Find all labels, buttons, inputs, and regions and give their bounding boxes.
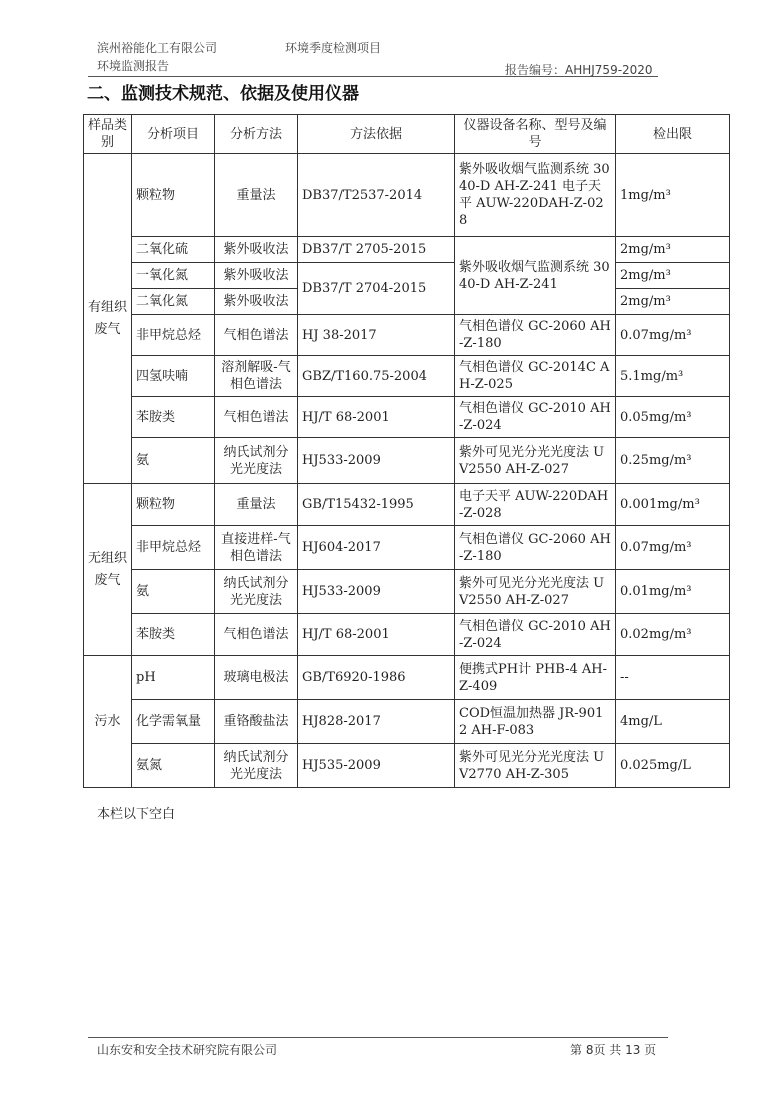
limit-cell: -- xyxy=(616,656,730,700)
table-row xyxy=(84,237,730,263)
item-cell: 氨氮 xyxy=(132,744,215,788)
item-cell: 颗粒物 xyxy=(132,484,215,526)
item-cell: 一氧化氮 xyxy=(132,263,215,289)
basis-cell: HJ533-2009 xyxy=(298,570,455,614)
basis-cell: HJ 38-2017 xyxy=(298,315,455,356)
limit-cell: 0.05mg/m³ xyxy=(616,397,730,438)
footer-divider xyxy=(88,1037,668,1038)
method-cell: 气相色谱法 xyxy=(215,614,298,656)
category-cell: 有组织废气 xyxy=(84,154,132,484)
basis-cell: GB/T6920-1986 xyxy=(298,656,455,700)
item-cell: 非甲烷总烃 xyxy=(132,526,215,570)
section-title: 二、监测技术规范、依据及使用仪器 xyxy=(87,84,359,104)
item-cell: 二氧化硫 xyxy=(132,237,215,263)
basis-cell: GB/T15432-1995 xyxy=(298,484,455,526)
limit-cell: 2mg/m³ xyxy=(616,289,730,315)
instrument-cell: 紫外吸收烟气监测系统 3040-D AH-Z-241 电子天平 AUW-220DAH-Z-028 xyxy=(455,154,616,237)
basis-cell: DB37/T 2705-2015 xyxy=(298,237,455,263)
header-project: 环境季度检测项目 xyxy=(285,41,382,55)
method-cell: 紫外吸收法 xyxy=(215,237,298,263)
header-report-number: 报告编号：AHHJ759-2020 xyxy=(505,63,653,77)
blank-below-note: 本栏以下空白 xyxy=(97,807,176,822)
limit-cell: 5.1mg/m³ xyxy=(616,356,730,397)
table-row xyxy=(84,356,730,397)
method-cell: 紫外吸收法 xyxy=(215,289,298,315)
limit-cell: 2mg/m³ xyxy=(616,263,730,289)
method-cell: 重量法 xyxy=(215,484,298,526)
method-cell: 重铬酸盐法 xyxy=(215,700,298,744)
instrument-cell: 气相色谱仪 GC-2060 AH-Z-180 xyxy=(455,526,616,570)
instrument-cell: 气相色谱仪 GC-2010 AH-Z-024 xyxy=(455,397,616,438)
basis-cell: DB37/T2537-2014 xyxy=(298,154,455,237)
method-cell: 气相色谱法 xyxy=(215,397,298,438)
footer-page-number: 第 8页 共 13 页 xyxy=(570,1043,657,1057)
method-cell: 气相色谱法 xyxy=(215,315,298,356)
item-cell: 化学需氧量 xyxy=(132,700,215,744)
instrument-cell: 紫外吸收烟气监测系统 3040-D AH-Z-241 xyxy=(455,237,616,315)
basis-cell: GBZ/T160.75-2004 xyxy=(298,356,455,397)
header-analysis-item: 分析项目 xyxy=(132,115,215,154)
instrument-cell: 便携式PH计 PHB-4 AH-Z-409 xyxy=(455,656,616,700)
table-row xyxy=(84,744,730,788)
footer-organization: 山东安和安全技术研究院有限公司 xyxy=(97,1043,278,1057)
item-cell: 氨 xyxy=(132,438,215,484)
table-row xyxy=(84,656,730,700)
header-detection-limit: 检出限 xyxy=(616,115,730,154)
basis-cell: HJ828-2017 xyxy=(298,700,455,744)
header-company: 滨州裕能化工有限公司 xyxy=(97,41,218,55)
instrument-cell: 紫外可见光分光光度法 UV2550 AH-Z-027 xyxy=(455,570,616,614)
table-header-row xyxy=(84,115,730,154)
header-instrument: 仪器设备名称、型号及编号 xyxy=(455,115,616,154)
item-cell: 颗粒物 xyxy=(132,154,215,237)
basis-cell: HJ/T 68-2001 xyxy=(298,614,455,656)
header-divider xyxy=(88,76,658,77)
item-cell: 四氢呋喃 xyxy=(132,356,215,397)
basis-cell: HJ/T 68-2001 xyxy=(298,397,455,438)
limit-cell: 0.25mg/m³ xyxy=(616,438,730,484)
item-cell: 非甲烷总烃 xyxy=(132,315,215,356)
limit-cell: 2mg/m³ xyxy=(616,237,730,263)
basis-cell: HJ533-2009 xyxy=(298,438,455,484)
header-method-basis: 方法依据 xyxy=(298,115,455,154)
method-cell: 紫外吸收法 xyxy=(215,263,298,289)
item-cell: pH xyxy=(132,656,215,700)
header-sample-type: 样品类别 xyxy=(84,115,132,154)
limit-cell: 0.001mg/m³ xyxy=(616,484,730,526)
basis-cell: DB37/T 2704-2015 xyxy=(298,263,455,315)
table-row xyxy=(84,526,730,570)
method-cell: 重量法 xyxy=(215,154,298,237)
limit-cell: 0.07mg/m³ xyxy=(616,526,730,570)
table-row xyxy=(84,484,730,526)
limit-cell: 0.025mg/L xyxy=(616,744,730,788)
limit-cell: 1mg/m³ xyxy=(616,154,730,237)
method-cell: 直接进样-气相色谱法 xyxy=(215,526,298,570)
method-cell: 玻璃电极法 xyxy=(215,656,298,700)
table-row xyxy=(84,154,730,237)
table-row xyxy=(84,570,730,614)
limit-cell: 4mg/L xyxy=(616,700,730,744)
limit-cell: 0.07mg/m³ xyxy=(616,315,730,356)
header-report-title: 环境监测报告 xyxy=(97,59,170,73)
table-row xyxy=(84,315,730,356)
limit-cell: 0.01mg/m³ xyxy=(616,570,730,614)
instrument-cell: COD恒温加热器 JR-9012 AH-F-083 xyxy=(455,700,616,744)
item-cell: 氨 xyxy=(132,570,215,614)
method-cell: 纳氏试剂分光光度法 xyxy=(215,438,298,484)
table-row xyxy=(84,397,730,438)
category-cell: 无组织废气 xyxy=(84,484,132,656)
basis-cell: HJ604-2017 xyxy=(298,526,455,570)
table-row xyxy=(84,263,730,289)
methods-table xyxy=(83,114,730,788)
instrument-cell: 气相色谱仪 GC-2010 AH-Z-024 xyxy=(455,614,616,656)
limit-cell: 0.02mg/m³ xyxy=(616,614,730,656)
instrument-cell: 紫外可见光分光光度法 UV2770 AH-Z-305 xyxy=(455,744,616,788)
table-row xyxy=(84,700,730,744)
table-row xyxy=(84,438,730,484)
instrument-cell: 气相色谱仪 GC-2014C AH-Z-025 xyxy=(455,356,616,397)
method-cell: 纳氏试剂分光光度法 xyxy=(215,570,298,614)
category-cell: 污水 xyxy=(84,656,132,788)
method-cell: 纳氏试剂分光光度法 xyxy=(215,744,298,788)
instrument-cell: 电子天平 AUW-220DAH-Z-028 xyxy=(455,484,616,526)
table-row xyxy=(84,614,730,656)
method-cell: 溶剂解吸-气相色谱法 xyxy=(215,356,298,397)
item-cell: 苯胺类 xyxy=(132,614,215,656)
instrument-cell: 气相色谱仪 GC-2060 AH-Z-180 xyxy=(455,315,616,356)
item-cell: 苯胺类 xyxy=(132,397,215,438)
item-cell: 二氧化氮 xyxy=(132,289,215,315)
basis-cell: HJ535-2009 xyxy=(298,744,455,788)
instrument-cell: 紫外可见光分光光度法 UV2550 AH-Z-027 xyxy=(455,438,616,484)
header-analysis-method: 分析方法 xyxy=(215,115,298,154)
